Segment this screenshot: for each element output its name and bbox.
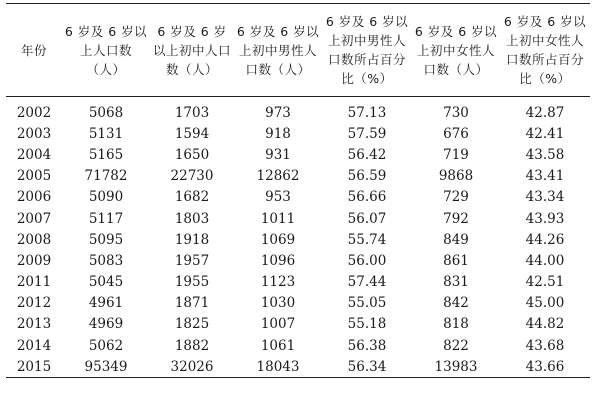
cell-junior-high-population: 1918 <box>174 231 210 248</box>
cell-female-percentage: 43.58 <box>525 146 565 163</box>
cell-male-population: 918 <box>265 125 291 142</box>
cell-male-population: 1061 <box>260 337 296 354</box>
cell-junior-high-population: 1871 <box>174 295 210 312</box>
cell-male-percentage: 56.59 <box>347 168 387 185</box>
table-row <box>6 293 590 314</box>
cell-female-population: 729 <box>443 189 469 206</box>
cell-total-population: 71782 <box>84 168 128 185</box>
cell-junior-high-population: 1703 <box>174 104 210 121</box>
cell-year: 2012 <box>16 295 52 312</box>
cell-female-population: 831 <box>443 274 469 291</box>
population-table-container <box>6 3 590 378</box>
cell-year: 2008 <box>16 231 52 248</box>
table-row <box>6 250 590 271</box>
cell-male-population: 1030 <box>260 295 296 312</box>
cell-female-percentage: 44.00 <box>525 252 565 269</box>
cell-female-percentage: 45.00 <box>525 295 565 312</box>
cell-junior-high-population: 1803 <box>174 210 210 227</box>
table-row <box>6 187 590 208</box>
cell-female-population: 842 <box>443 295 469 312</box>
cell-year: 2002 <box>16 104 52 121</box>
cell-male-percentage: 55.05 <box>347 295 387 312</box>
table-row <box>6 144 590 165</box>
cell-junior-high-population: 1882 <box>174 337 210 354</box>
header-row <box>6 4 590 97</box>
cell-female-population: 730 <box>443 104 469 121</box>
cell-total-population: 5131 <box>88 125 124 142</box>
cell-total-population: 5062 <box>88 337 124 354</box>
cell-female-population: 792 <box>443 210 469 227</box>
table-row <box>6 229 590 250</box>
cell-junior-high-population: 1825 <box>174 316 210 333</box>
table-body <box>6 97 590 378</box>
cell-female-percentage: 43.41 <box>525 168 565 185</box>
table-row <box>6 208 590 229</box>
cell-male-percentage: 56.34 <box>347 358 387 375</box>
cell-male-percentage: 56.07 <box>347 210 387 227</box>
cell-total-population: 4961 <box>88 295 124 312</box>
cell-female-percentage: 43.66 <box>525 358 565 375</box>
cell-female-population: 13983 <box>434 358 478 375</box>
table-row <box>6 97 590 124</box>
population-table <box>6 3 590 378</box>
cell-male-percentage: 57.44 <box>347 274 387 291</box>
cell-male-percentage: 57.13 <box>347 104 387 121</box>
cell-total-population: 5095 <box>88 231 124 248</box>
header-female-percentage: 6 岁及 6 岁以上初中女性人口数所占百分比（%） <box>503 14 587 86</box>
cell-female-percentage: 42.41 <box>525 125 565 142</box>
cell-male-population: 931 <box>265 146 291 163</box>
cell-junior-high-population: 1594 <box>174 125 210 142</box>
cell-total-population: 5045 <box>88 274 124 291</box>
table-row <box>6 335 590 356</box>
cell-junior-high-population: 1682 <box>174 189 210 206</box>
cell-female-population: 849 <box>443 231 469 248</box>
header-male-population: 6 岁及 6 岁以上初中男性人口数（人） <box>236 23 320 77</box>
cell-female-percentage: 42.87 <box>525 104 565 121</box>
table-row <box>6 314 590 335</box>
cell-year: 2009 <box>16 252 52 269</box>
cell-junior-high-population: 1957 <box>174 252 210 269</box>
cell-total-population: 4969 <box>88 316 124 333</box>
cell-female-percentage: 42.51 <box>525 274 565 291</box>
cell-female-percentage: 43.68 <box>525 337 565 354</box>
table-header <box>6 4 590 97</box>
cell-male-percentage: 57.59 <box>347 125 387 142</box>
cell-male-population: 953 <box>265 189 291 206</box>
header-male-percentage: 6 岁及 6 岁以上初中男性人口数所占百分比（%） <box>325 14 409 86</box>
cell-female-percentage: 43.34 <box>525 189 565 206</box>
cell-female-population: 676 <box>443 125 469 142</box>
cell-total-population: 95349 <box>84 358 128 375</box>
cell-total-population: 5083 <box>88 252 124 269</box>
cell-junior-high-population: 32026 <box>170 358 214 375</box>
cell-male-population: 1011 <box>260 210 296 227</box>
cell-total-population: 5068 <box>88 104 124 121</box>
cell-male-population: 973 <box>265 104 291 121</box>
cell-male-percentage: 56.00 <box>347 252 387 269</box>
cell-male-percentage: 55.18 <box>347 316 387 333</box>
cell-male-percentage: 56.42 <box>347 146 387 163</box>
cell-male-population: 1123 <box>260 274 296 291</box>
cell-male-population: 1069 <box>260 231 296 248</box>
cell-female-percentage: 44.26 <box>525 231 565 248</box>
cell-year: 2015 <box>16 358 52 375</box>
table-row <box>6 356 590 378</box>
header-junior-high-population: 6 岁及 6 岁以上初中人口数（人） <box>152 23 231 77</box>
cell-junior-high-population: 1955 <box>174 274 210 291</box>
cell-year: 2005 <box>16 168 52 185</box>
cell-total-population: 5117 <box>88 210 124 227</box>
table-row <box>6 166 590 187</box>
cell-year: 2007 <box>16 210 52 227</box>
cell-junior-high-population: 1650 <box>174 146 210 163</box>
cell-year: 2011 <box>16 274 52 291</box>
cell-male-percentage: 56.38 <box>347 337 387 354</box>
table-row <box>6 272 590 293</box>
cell-female-percentage: 43.93 <box>525 210 565 227</box>
header-year: 年份 <box>20 42 47 58</box>
cell-male-population: 12862 <box>256 168 300 185</box>
cell-year: 2014 <box>16 337 52 354</box>
cell-female-percentage: 44.82 <box>525 316 565 333</box>
cell-year: 2013 <box>16 316 52 333</box>
cell-male-population: 18043 <box>256 358 300 375</box>
cell-female-population: 822 <box>443 337 469 354</box>
header-total-population: 6 岁及 6 岁以上人口数（人） <box>64 23 148 77</box>
cell-year: 2004 <box>16 146 52 163</box>
cell-female-population: 9868 <box>438 168 474 185</box>
cell-male-population: 1007 <box>260 316 296 333</box>
cell-year: 2006 <box>16 189 52 206</box>
cell-total-population: 5090 <box>88 189 124 206</box>
table-row <box>6 123 590 144</box>
cell-female-population: 818 <box>443 316 469 333</box>
cell-female-population: 861 <box>443 252 469 269</box>
cell-total-population: 5165 <box>88 146 124 163</box>
cell-junior-high-population: 22730 <box>170 168 214 185</box>
cell-male-percentage: 56.66 <box>347 189 387 206</box>
header-female-population: 6 岁及 6 岁以上初中女性人口数（人） <box>414 23 498 77</box>
cell-male-percentage: 55.74 <box>347 231 387 248</box>
cell-male-population: 1096 <box>260 252 296 269</box>
cell-year: 2003 <box>16 125 52 142</box>
cell-female-population: 719 <box>443 146 469 163</box>
